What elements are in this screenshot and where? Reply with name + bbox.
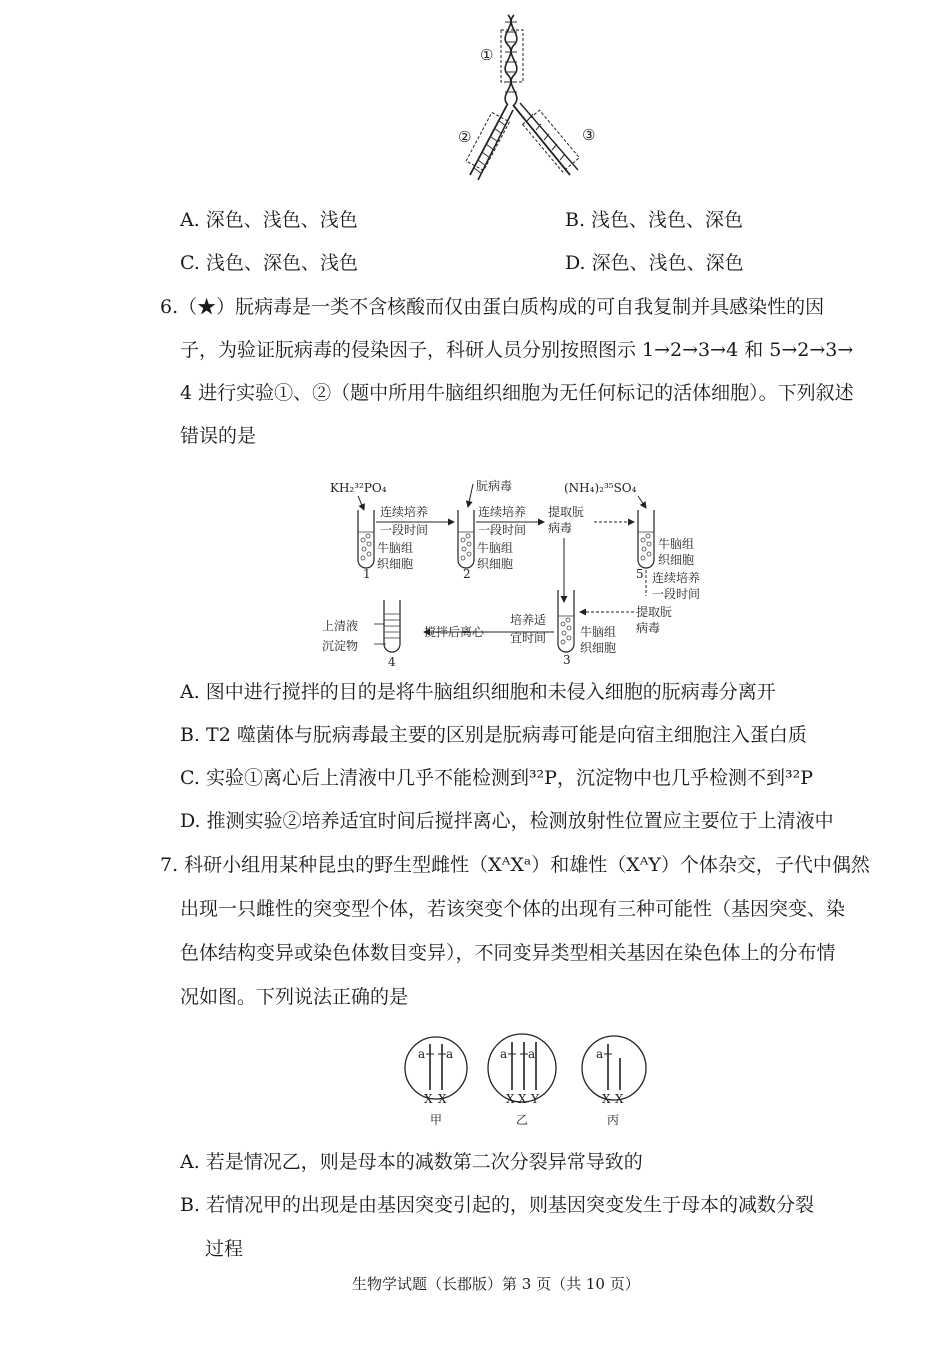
tube2-cells-a: 牛脑组 xyxy=(477,541,514,555)
tube5-cells-b: 织细胞 xyxy=(658,553,695,567)
tube-3-number: 3 xyxy=(563,653,571,667)
jia-gene-a-left: a xyxy=(418,1047,426,1061)
tube3-cells-a: 牛脑组 xyxy=(580,625,617,639)
q6-stem-line4: 错误的是 xyxy=(180,425,257,447)
sediment-label: 沉淀物 xyxy=(322,639,359,653)
q6-option-b: B. T2 噬菌体与朊病毒最主要的区别是朊病毒可能是向宿主细胞注入蛋白质 xyxy=(180,724,807,746)
tube1-cells-a: 牛脑组 xyxy=(377,541,414,555)
stir-label: 搅拌后离心 xyxy=(424,625,485,639)
suit-b: 宜时间 xyxy=(510,631,547,645)
culture5-a: 连续培养 xyxy=(652,571,701,585)
culture2-a: 连续培养 xyxy=(478,505,527,519)
q6-stem-line3: 4 进行实验①、②（题中所用牛脑组织细胞为无任何标记的活体细胞）。下列叙述 xyxy=(180,382,854,404)
q5-option-c: C. 浅色、深色、浅色 xyxy=(180,252,358,274)
tube-5-number: 5 xyxy=(636,567,644,581)
suit-a: 培养适 xyxy=(510,613,547,627)
q6-stem-line2: 子，为验证朊病毒的侵染因子，科研人员分别按照图示 1→2→3→4 和 5→2→3→ xyxy=(180,339,854,361)
culture1-b: 一段时间 xyxy=(380,523,429,537)
replication-fork-figure xyxy=(440,10,620,195)
label-prion: 朊病毒 xyxy=(476,479,513,493)
q7-option-b-line2: 过程 xyxy=(205,1238,244,1260)
yi-x1: X xyxy=(506,1092,515,1106)
jia-x2: X xyxy=(438,1092,447,1106)
fig5-label-1: ① xyxy=(480,46,494,64)
q6-option-d: D. 推测实验②培养适宜时间后搅拌离心，检测放射性位置应主要位于上清液中 xyxy=(180,810,834,832)
culture5-b: 一段时间 xyxy=(652,587,701,601)
q7-stem-line3: 色体结构变异或染色体数目变异），不同变异类型相关基因在染色体上的分布情 xyxy=(180,942,836,964)
yi-gene-a-right: a xyxy=(528,1047,536,1061)
label-nh4so4: (NH₄)₂³⁵SO₄ xyxy=(564,481,637,495)
tube-2-number: 2 xyxy=(463,567,471,581)
q5-option-a: A. 深色、浅色、浅色 xyxy=(180,209,358,231)
cell-jia-label: 甲 xyxy=(430,1113,443,1127)
tube-1-number: 1 xyxy=(363,567,371,581)
q7-option-a: A. 若是情况乙，则是母本的减数第二次分裂异常导致的 xyxy=(180,1151,643,1173)
tube1-cells-b: 织细胞 xyxy=(377,557,414,571)
q6-option-c: C. 实验①离心后上清液中几乎不能检测到³²P，沉淀物中也几乎检测不到³²P xyxy=(180,767,813,789)
extract5-a: 提取朊 xyxy=(636,605,673,619)
q7-stem-line2: 出现一只雌性的突变型个体，若该突变个体的出现有三种可能性（基因突变、染 xyxy=(180,898,846,920)
yi-gene-a-left: a xyxy=(500,1047,508,1061)
tube3-cells-b: 织细胞 xyxy=(580,641,617,655)
q5-option-b: B. 浅色、浅色、深色 xyxy=(565,209,744,231)
bing-x1: X xyxy=(602,1092,611,1106)
tube2-cells-b: 织细胞 xyxy=(477,557,514,571)
supernatant-label: 上清液 xyxy=(322,619,359,633)
cell-bing-label: 丙 xyxy=(607,1113,620,1127)
q6-stem-line1: 6.（★）朊病毒是一类不含核酸而仅由蛋白质构成的可自我复制并具感染性的因 xyxy=(160,296,825,318)
chromosome-cells-figure xyxy=(402,1028,682,1133)
tube-4-number: 4 xyxy=(388,655,396,669)
tube5-cells-a: 牛脑组 xyxy=(658,537,695,551)
q7-stem-line4: 况如图。下列说法正确的是 xyxy=(180,986,409,1008)
bing-x2: X xyxy=(615,1092,624,1106)
fig5-label-2: ② xyxy=(458,128,472,146)
bing-gene-a: a xyxy=(596,1047,604,1061)
culture2-b: 一段时间 xyxy=(478,523,527,537)
yi-x2: X xyxy=(518,1092,527,1106)
culture1-a: 连续培养 xyxy=(380,505,429,519)
extract-b: 病毒 xyxy=(548,521,573,535)
extract5-b: 病毒 xyxy=(636,621,661,635)
q6-option-a: A. 图中进行搅拌的目的是将牛脑组织细胞和未侵入细胞的朊病毒分离开 xyxy=(180,681,776,703)
cell-jia xyxy=(405,1037,467,1099)
prion-experiment-figure xyxy=(318,472,718,672)
jia-x1: X xyxy=(424,1092,433,1106)
extract-a: 提取朊 xyxy=(548,505,585,519)
q5-option-d: D. 深色、浅色、深色 xyxy=(565,252,744,274)
q7-option-b-line1: B. 若情况甲的出现是由基因突变引起的，则基因突变发生于母本的减数分裂 xyxy=(180,1194,815,1216)
fig5-label-3: ③ xyxy=(582,126,596,144)
label-kh2po4: KH₂³²PO₄ xyxy=(330,481,387,495)
cell-bing xyxy=(582,1036,646,1100)
q7-stem-line1: 7. 科研小组用某种昆虫的野生型雌性（XᴬXᵃ）和雄性（XᴬY）个体杂交，子代中偶然 xyxy=(160,854,870,876)
cell-yi-label: 乙 xyxy=(516,1113,529,1127)
page-footer: 生物学试题（长郡版）第 3 页（共 10 页） xyxy=(352,1275,640,1293)
yi-y: Y xyxy=(531,1092,539,1106)
jia-gene-a-right: a xyxy=(446,1047,454,1061)
